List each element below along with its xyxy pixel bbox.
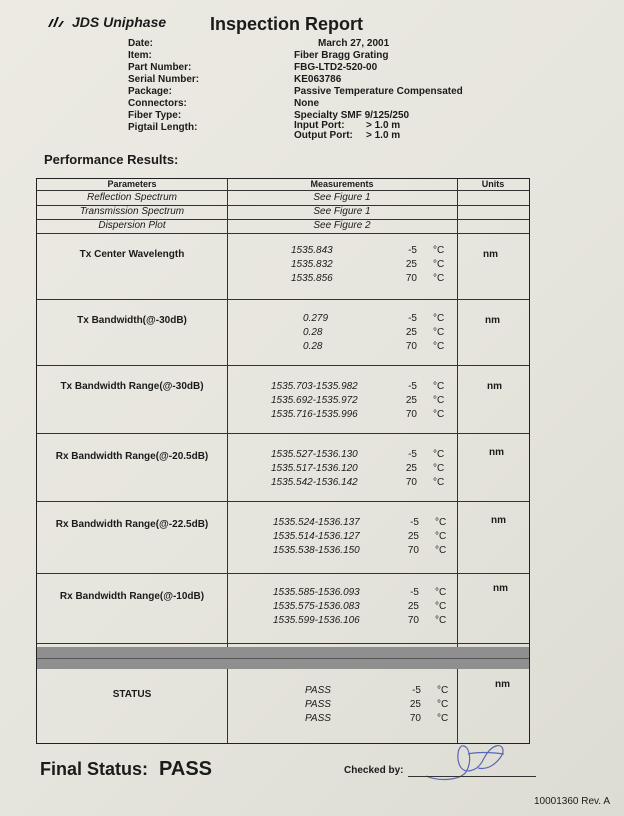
measurement-value: 0.279 — [303, 313, 329, 324]
measurement-value: 1535.832 — [291, 259, 333, 270]
info-label: Package: — [128, 86, 172, 97]
temperature: 25 — [409, 699, 421, 710]
signature-line — [408, 776, 536, 777]
info-label: Serial Number: — [128, 74, 200, 85]
status-value: PASS — [305, 699, 331, 710]
degree-unit: °C — [437, 699, 449, 710]
temperature: 25 — [407, 601, 419, 612]
temperature: 70 — [405, 341, 417, 352]
report-title: Inspection Report — [210, 14, 364, 34]
temperature: -5 — [408, 313, 417, 324]
param-rx-bandwidth-range-22-5: Rx Bandwidth Range(@-22.5dB) — [55, 519, 209, 530]
row-divider — [37, 365, 529, 366]
degree-unit: °C — [437, 713, 449, 724]
info-value: Specialty SMF 9/125/250 — [294, 110, 410, 121]
unit-label: nm — [493, 583, 508, 594]
info-value: March 27, 2001 — [318, 38, 390, 49]
measurement-value: 1535.542-1536.142 — [271, 477, 358, 488]
temperature: 25 — [405, 327, 417, 338]
final-status-value: PASS — [159, 758, 213, 780]
temperature: -5 — [408, 449, 417, 460]
measurement-value: 1535.856 — [291, 273, 333, 284]
measurement-value: 1535.517-1536.120 — [271, 463, 358, 474]
temperature: -5 — [408, 245, 417, 256]
final-status-label: Final Status: — [40, 759, 149, 779]
figure-value: See Figure 1 — [313, 192, 371, 203]
figure-name: Reflection Spectrum — [86, 192, 178, 203]
performance-title: Performance Results: — [44, 152, 179, 167]
param-status: STATUS — [112, 689, 152, 700]
figure-value: See Figure 1 — [313, 206, 371, 217]
row-divider — [37, 573, 529, 574]
degree-unit: °C — [433, 273, 445, 284]
unit-label: nm — [491, 515, 506, 526]
unit-label: nm — [489, 447, 504, 458]
temperature: 70 — [407, 615, 419, 626]
unit-label: nm — [495, 679, 510, 690]
param-tx-bandwidth: Tx Bandwidth(@-30dB) — [77, 315, 187, 326]
header-units: Units — [481, 179, 505, 189]
degree-unit: °C — [433, 327, 445, 338]
degree-unit: °C — [433, 477, 445, 488]
degree-unit: °C — [433, 381, 445, 392]
param-tx-center-wavelength: Tx Center Wavelength — [79, 249, 185, 260]
temperature: -5 — [410, 587, 419, 598]
measurement-value: 1535.585-1536.093 — [273, 587, 360, 598]
temperature: 70 — [405, 477, 417, 488]
output-port-label: Output Port: — [294, 130, 353, 141]
temperature: 25 — [407, 531, 419, 542]
output-port-value: > 1.0 m — [366, 130, 401, 141]
degree-unit: °C — [435, 531, 447, 542]
header-parameters: Parameters — [107, 179, 157, 189]
measurement-value: 0.28 — [303, 341, 323, 352]
degree-unit: °C — [435, 601, 447, 612]
degree-unit: °C — [437, 685, 449, 696]
measurement-value: 1535.575-1536.083 — [273, 601, 360, 612]
measurement-value: 1535.843 — [291, 245, 333, 256]
temperature: -5 — [408, 381, 417, 392]
temperature: 70 — [405, 409, 417, 420]
degree-unit: °C — [435, 587, 447, 598]
measurement-value: 1535.514-1536.127 — [273, 531, 360, 542]
degree-unit: °C — [433, 259, 445, 270]
temperature: 70 — [409, 713, 421, 724]
degree-unit: °C — [435, 615, 447, 626]
temperature: -5 — [410, 517, 419, 528]
degree-unit: °C — [433, 463, 445, 474]
degree-unit: °C — [433, 341, 445, 352]
info-value: FBG-LTD2-520-00 — [294, 62, 378, 73]
jds-logo-icon — [46, 15, 68, 29]
final-status — [40, 758, 212, 781]
status-value: PASS — [305, 685, 331, 696]
info-label: Fiber Type: — [128, 110, 182, 121]
performance-table — [36, 178, 530, 744]
degree-unit: °C — [435, 517, 447, 528]
checked-by-label: Checked by: — [344, 765, 404, 776]
info-label: Connectors: — [128, 98, 187, 109]
param-tx-bandwidth-range: Tx Bandwidth Range(@-30dB) — [60, 381, 204, 392]
measurement-value: 1535.538-1536.150 — [273, 545, 360, 556]
measurement-value: 1535.716-1535.996 — [271, 409, 358, 420]
row-divider — [37, 501, 529, 502]
unit-label: nm — [483, 249, 498, 260]
info-label: Date: — [128, 38, 154, 49]
status-value: PASS — [305, 713, 331, 724]
measurement-value: 1535.692-1535.972 — [271, 395, 358, 406]
degree-unit: °C — [433, 245, 445, 256]
figure-name: Dispersion Plot — [98, 220, 166, 231]
temperature: 70 — [405, 273, 417, 284]
row-divider — [37, 658, 529, 659]
degree-unit: °C — [433, 313, 445, 324]
info-value: Fiber Bragg Grating — [294, 50, 389, 61]
temperature: 25 — [405, 259, 417, 270]
unit-label: nm — [485, 315, 500, 326]
degree-unit: °C — [433, 395, 445, 406]
param-rx-bandwidth-range-20-5: Rx Bandwidth Range(@-20.5dB) — [55, 451, 209, 462]
info-label: Item: — [128, 50, 152, 61]
param-rx-bandwidth-range-10: Rx Bandwidth Range(@-10dB) — [59, 591, 205, 602]
row-divider — [37, 433, 529, 434]
row-divider — [37, 299, 529, 300]
info-label: Part Number: — [128, 62, 192, 73]
temperature: 70 — [407, 545, 419, 556]
company-logo — [46, 14, 166, 30]
degree-unit: °C — [433, 449, 445, 460]
figure-value: See Figure 2 — [313, 220, 371, 231]
row-divider — [37, 190, 529, 191]
degree-unit: °C — [433, 409, 445, 420]
info-label: Pigtail Length: — [128, 122, 198, 133]
temperature: 25 — [405, 463, 417, 474]
input-port-value: > 1.0 m — [366, 120, 401, 131]
header-measurements: Measurements — [310, 179, 374, 189]
row-divider — [37, 233, 529, 234]
info-value: None — [294, 98, 319, 109]
measurement-value: 1535.527-1536.130 — [271, 449, 358, 460]
row-divider — [37, 643, 529, 644]
info-value: Passive Temperature Compensated — [294, 86, 463, 97]
figure-name: Transmission Spectrum — [79, 206, 185, 217]
measurement-value: 0.28 — [303, 327, 323, 338]
document-number: 10001360 Rev. A — [534, 796, 610, 807]
temperature: -5 — [412, 685, 421, 696]
measurement-value: 1535.524-1536.137 — [273, 517, 360, 528]
unit-label: nm — [487, 381, 502, 392]
measurement-value: 1535.599-1536.106 — [273, 615, 360, 626]
input-port-label: Input Port: — [294, 120, 345, 131]
info-value: KE063786 — [294, 74, 342, 85]
company-name: JDS Uniphase — [72, 14, 167, 30]
measurement-value: 1535.703-1535.982 — [271, 381, 358, 392]
temperature: 25 — [405, 395, 417, 406]
degree-unit: °C — [435, 545, 447, 556]
